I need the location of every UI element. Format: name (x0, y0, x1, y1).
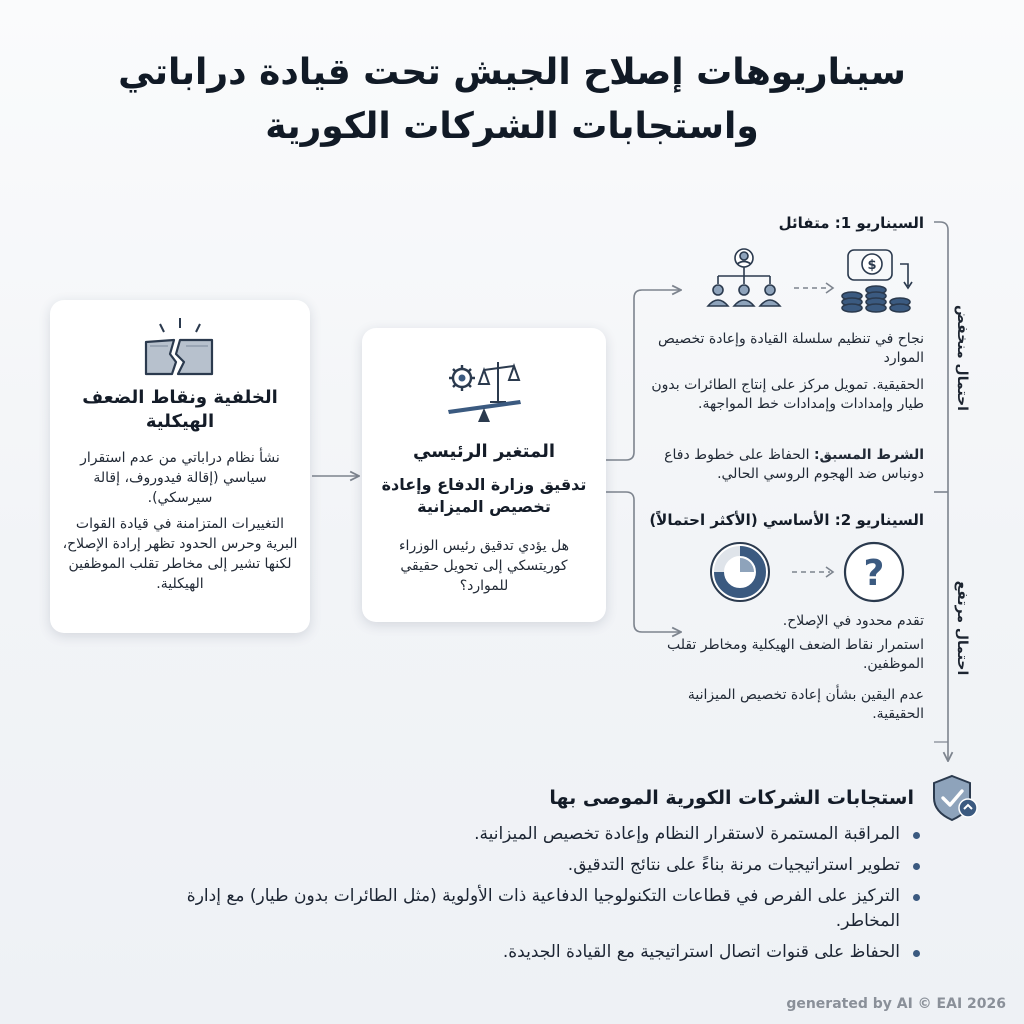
arrow-to-scenario1 (606, 290, 680, 460)
responses-list (126, 822, 926, 971)
cracked-blocks-icon (140, 316, 220, 378)
scenario2-icons (708, 540, 908, 606)
coins-flow-icon (842, 250, 912, 312)
title-line-2: واستجابات الشركات الكورية (265, 106, 759, 147)
background-title: الخلفية ونقاط الضعف الهيكلية (82, 387, 278, 432)
title-line-1: سيناريوهات إصلاح الجيش تحت قيادة دراباتي (118, 52, 906, 93)
scenario2-line-1: تقدم محدود في الإصلاح. (782, 613, 924, 629)
list-item: الحفاظ على قنوات اتصال استراتيجية مع القيادة الجديدة. (126, 940, 926, 965)
scenario1-title: السيناريو 1: متفائل (778, 214, 924, 232)
scenario1-line-1: نجاح في تنظيم سلسلة القيادة وإعادة تخصيص الموارد (657, 331, 924, 366)
scenario1-icons (700, 246, 920, 322)
list-item: المراقبة المستمرة لاستقرار النظام وإعادة تخصيص الميزانية. (126, 822, 926, 847)
responses-title: استجابات الشركات الكورية الموصى بها (549, 787, 914, 809)
background-text-1: نشأ نظام دراباتي من عدم استقرار سياسي (إقالة فيدوروف، إقالة سيرسكي). (80, 450, 280, 506)
watermark: generated by AI © EAI 2026 (786, 996, 1006, 1012)
svg-text:?: ? (863, 553, 885, 594)
question-icon (845, 543, 903, 601)
probability-high-label: احتمال مرتفع (954, 580, 970, 676)
svg-text:$: $ (867, 258, 877, 273)
list-item: تطوير استراتيجيات مرنة بناءً على نتائج التدقيق. (126, 853, 926, 878)
background-text-2: التغييرات المتزامنة في قيادة القوات البرية وحرس الحدود تظهر إرادة الإصلاح، لكنها تشير إلى مخاطر تقلب الموظفين الهيكلية. (62, 516, 298, 592)
scenario2-title: السيناريو 2: الأساسي (الأكثر احتمالاً) (649, 511, 924, 529)
key-variable-card (362, 328, 606, 622)
scenario1-precondition (624, 446, 924, 484)
precondition-label: الشرط المسبق: (813, 447, 924, 463)
precondition-text: الحفاظ على خطوط دفاع دونباس ضد الهجوم الروسي الحالي. (664, 447, 924, 482)
partial-progress-icon (711, 543, 769, 601)
key-variable-question: هل يؤدي تدقيق رئيس الوزراء كوريتسكي إلى تحويل حقيقي للموارد؟ (398, 538, 570, 594)
org-chart-icon (708, 249, 780, 306)
scenario1-line-2: الحقيقية. تمويل مركز على إنتاج الطائرات بدون طيار وإمدادات وإمدادات خط المواجهة. (651, 377, 924, 412)
scenario2-line-2: استمرار نقاط الضعف الهيكلية ومخاطر تقلب الموظفين. (666, 637, 924, 672)
key-variable-title: المتغير الرئيسي (412, 441, 556, 462)
background-card (50, 300, 310, 633)
probability-low-label: احتمال منخفض (954, 305, 970, 411)
key-variable-subtitle: تدقيق وزارة الدفاع وإعادة تخصيص الميزانية (381, 475, 587, 516)
list-item: التركيز على الفرص في قطاعات التكنولوجيا الدفاعية ذات الأولوية (مثل الطائرات بدون طيار) مع إدارة المخاطر. (126, 884, 926, 934)
scenario2-line-3: عدم اليقين بشأن إعادة تخصيص الميزانية الحقيقية. (687, 687, 924, 722)
gear-scales-icon (442, 350, 526, 426)
shield-check-icon (928, 772, 980, 824)
probability-bracket (934, 222, 948, 760)
